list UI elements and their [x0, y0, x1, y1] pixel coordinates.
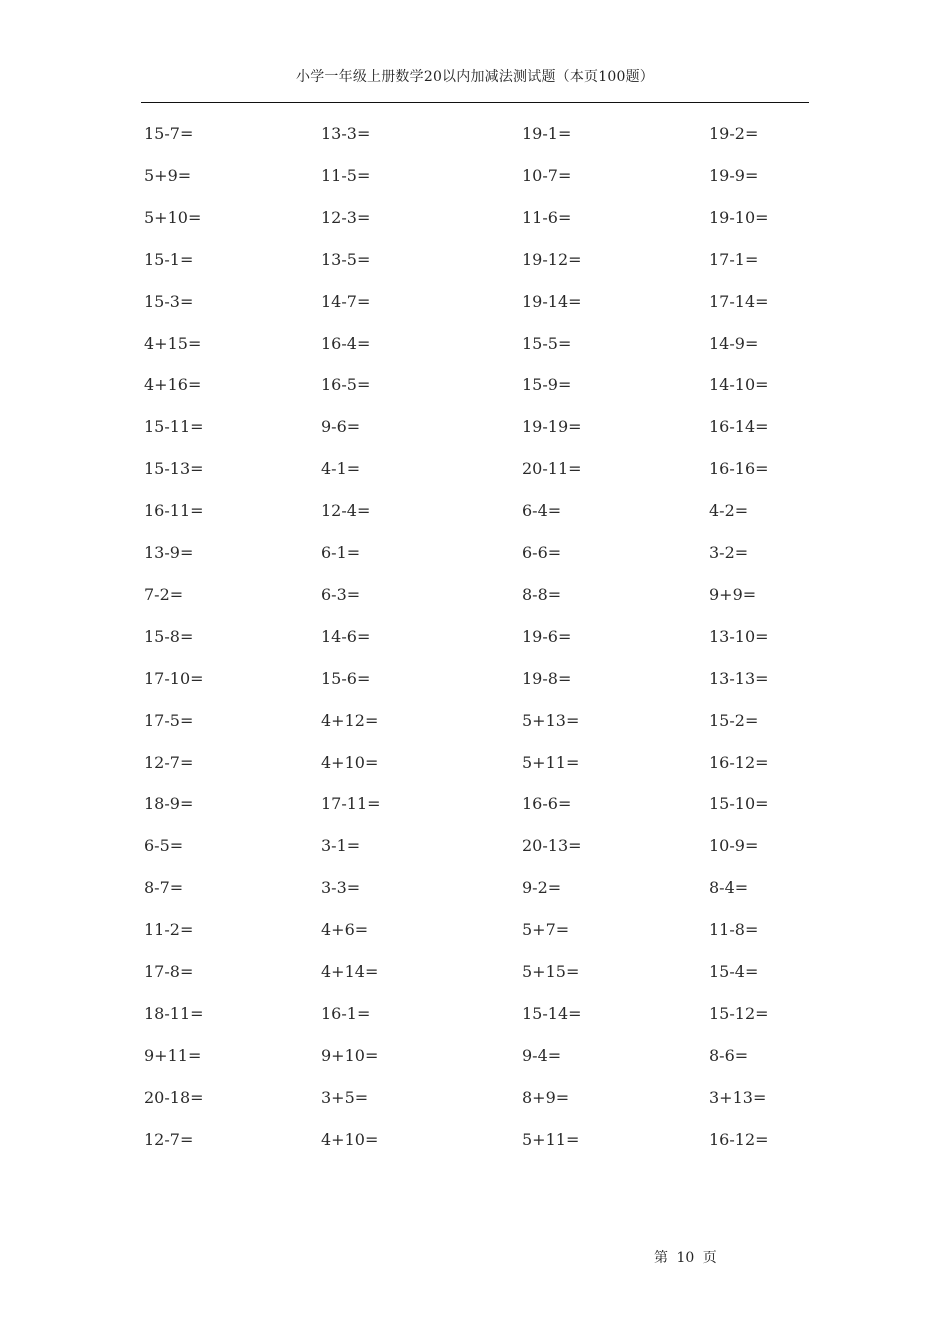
problem-item: 15-8=: [144, 626, 194, 646]
problem-item: 9+11=: [144, 1045, 202, 1065]
problem-item: 5+15=: [522, 962, 580, 981]
problem-item: 16-12=: [709, 1129, 769, 1149]
problem-item: 19-9=: [709, 165, 759, 185]
page-header-title: 小学一年级上册数学20以内加减法测试题（本页100题）: [296, 69, 654, 85]
problem-item: 11-2=: [144, 920, 194, 940]
problem-item: 15-9=: [522, 375, 572, 395]
problem-item: 15-6=: [321, 668, 371, 688]
problem-item: 4+14=: [321, 962, 379, 981]
problem-item: 15-11=: [144, 417, 204, 437]
problem-item: 12-7=: [144, 1129, 194, 1149]
problem-item: 4+6=: [321, 920, 369, 940]
problem-item: 4+10=: [321, 752, 379, 772]
problem-item: 20-13=: [522, 836, 582, 856]
problem-item: 19-2=: [709, 124, 759, 143]
problem-item: 17-10=: [144, 668, 204, 688]
problem-item: 19-8=: [522, 668, 572, 688]
problem-item: 19-19=: [522, 417, 582, 437]
problem-item: 6-6=: [522, 543, 562, 562]
problem-item: 15-7=: [144, 124, 194, 143]
problem-item: 14-6=: [321, 626, 371, 646]
problem-item: 16-11=: [144, 501, 204, 521]
problem-item: 17-11=: [321, 794, 381, 814]
problem-item: 15-13=: [144, 459, 204, 479]
problem-item: 19-1=: [522, 124, 572, 143]
problem-item: 12-7=: [144, 752, 194, 772]
page-number: 第 10 页: [654, 1250, 717, 1266]
problem-item: 19-14=: [522, 291, 582, 311]
problem-item: 18-9=: [144, 794, 194, 814]
problem-item: 13-10=: [709, 626, 769, 646]
problem-item: 17-1=: [709, 249, 759, 269]
problem-item: 20-18=: [144, 1087, 204, 1107]
problem-item: 10-7=: [522, 165, 572, 185]
problem-item: 16-12=: [709, 752, 769, 772]
problem-item: 16-5=: [321, 375, 371, 395]
problem-item: 14-7=: [321, 291, 371, 311]
problem-item: 6-1=: [321, 543, 361, 562]
problem-item: 5+13=: [522, 710, 580, 730]
problem-item: 5+11=: [522, 752, 580, 772]
problem-item: 3-3=: [321, 878, 361, 898]
problem-item: 12-3=: [321, 207, 371, 227]
problem-item: 17-14=: [709, 291, 769, 311]
problem-item: 11-5=: [321, 165, 371, 185]
problem-item: 3-2=: [709, 543, 749, 562]
problem-item: 9-6=: [321, 417, 361, 437]
problem-item: 16-16=: [709, 459, 769, 479]
problem-item: 17-5=: [144, 710, 194, 730]
problem-item: 4-2=: [709, 501, 749, 521]
problem-item: 18-11=: [144, 1003, 204, 1023]
problem-item: 5+7=: [522, 920, 570, 940]
problem-item: 11-6=: [522, 207, 572, 227]
problem-item: 6-5=: [144, 836, 184, 856]
problem-item: 8-4=: [709, 878, 749, 898]
problem-item: 13-3=: [321, 124, 371, 143]
problem-item: 6-4=: [522, 501, 562, 521]
problem-item: 3+5=: [321, 1087, 369, 1107]
problem-item: 9-2=: [522, 878, 562, 898]
problem-item: 16-6=: [522, 794, 572, 814]
problem-item: 7-2=: [144, 584, 184, 604]
problem-item: 13-5=: [321, 249, 371, 269]
problem-item: 20-11=: [522, 459, 582, 479]
problem-item: 19-10=: [709, 207, 769, 227]
problem-item: 19-12=: [522, 249, 582, 269]
problem-item: 5+9=: [144, 165, 192, 185]
problem-item: 3+13=: [709, 1087, 767, 1107]
problem-item: 14-9=: [709, 333, 759, 353]
problem-item: 13-9=: [144, 543, 194, 562]
problem-item: 4-1=: [321, 459, 361, 479]
problem-item: 9+10=: [321, 1045, 379, 1065]
problem-item: 3-1=: [321, 836, 361, 856]
problem-item: 9+9=: [709, 584, 757, 604]
problem-item: 14-10=: [709, 375, 769, 395]
problem-item: 8-7=: [144, 878, 184, 898]
problem-item: 13-13=: [709, 668, 769, 688]
problem-item: 17-8=: [144, 962, 194, 981]
problem-item: 4+16=: [144, 375, 202, 395]
problem-item: 11-8=: [709, 920, 759, 940]
problem-item: 5+10=: [144, 207, 202, 227]
problem-item: 8-8=: [522, 584, 562, 604]
problem-item: 9-4=: [522, 1045, 562, 1065]
problem-item: 15-10=: [709, 794, 769, 814]
problem-item: 5+11=: [522, 1129, 580, 1149]
problem-item: 8+9=: [522, 1087, 570, 1107]
problem-item: 6-3=: [321, 584, 361, 604]
problem-item: 16-4=: [321, 333, 371, 353]
problem-item: 12-4=: [321, 501, 371, 521]
problem-item: 16-14=: [709, 417, 769, 437]
problem-item: 15-5=: [522, 333, 572, 353]
problem-item: 15-14=: [522, 1003, 582, 1023]
problem-item: 19-6=: [522, 626, 572, 646]
problem-item: 10-9=: [709, 836, 759, 856]
problem-item: 4+10=: [321, 1129, 379, 1149]
problem-item: 15-3=: [144, 291, 194, 311]
problem-item: 15-12=: [709, 1003, 769, 1023]
problem-item: 4+12=: [321, 710, 379, 730]
problem-item: 15-4=: [709, 962, 759, 981]
problem-item: 15-2=: [709, 710, 759, 730]
problem-item: 8-6=: [709, 1045, 749, 1065]
problem-item: 4+15=: [144, 333, 202, 353]
problem-item: 16-1=: [321, 1003, 371, 1023]
problem-item: 15-1=: [144, 249, 194, 269]
